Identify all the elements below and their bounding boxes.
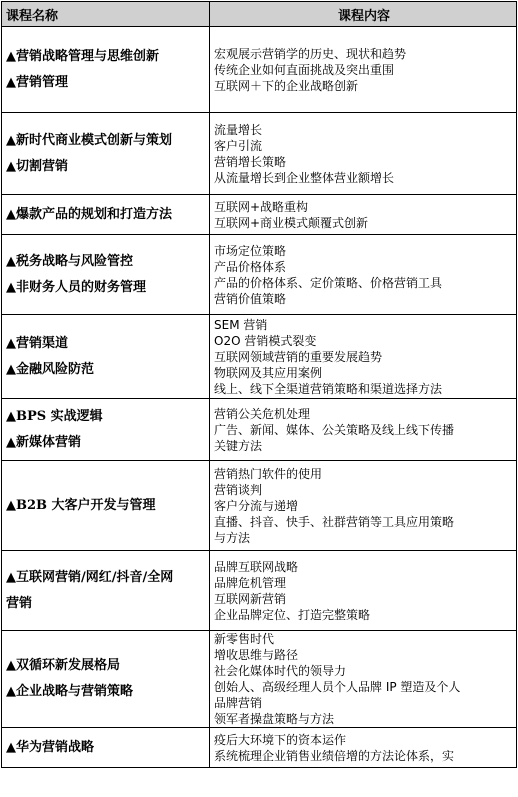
course-name: ▲金融风险防范 — [6, 361, 94, 377]
table-body — [2, 27, 517, 768]
course-content-line: 疫后大环境下的资本运作 — [214, 732, 347, 747]
course-content-line: 与方法 — [214, 530, 251, 545]
course-name-cell — [2, 235, 210, 315]
course-content-line: 营销热门软件的使用 — [214, 466, 323, 481]
course-name-cell — [2, 195, 210, 235]
course-name: ▲税务战略与风险管控 — [6, 253, 133, 269]
table-row — [2, 399, 517, 461]
course-name-cell — [2, 461, 210, 551]
course-content-line: 品牌互联网战略 — [214, 559, 299, 574]
course-content-line: 市场定位策略 — [214, 243, 287, 258]
course-name: ▲爆款产品的规划和打造方法 — [6, 206, 172, 222]
course-content-line: 增收思维与路径 — [214, 648, 299, 662]
course-name: ▲企业战略与营销策略 — [6, 684, 133, 699]
course-content-line: 产品价格体系 — [214, 259, 287, 274]
course-content-line: 营销增长策略 — [214, 154, 287, 169]
course-name: ▲新媒体营销 — [6, 434, 81, 450]
course-table — [1, 1, 517, 768]
course-content-line: 营销谈判 — [214, 482, 263, 497]
course-name: ▲互联网营销/网红/抖音/全网 — [6, 569, 174, 585]
course-content-line: 品牌营销 — [214, 696, 263, 710]
course-name: ▲双循环新发展格局 — [6, 658, 120, 673]
course-content-cell — [210, 315, 517, 399]
table-row — [2, 195, 517, 235]
course-name: ▲BPS 实战逻辑 — [6, 408, 103, 424]
course-content-cell — [210, 631, 517, 728]
course-name: ▲新时代商业模式创新与策划 — [6, 132, 172, 148]
course-content-cell — [210, 728, 517, 768]
course-name: ▲B2B 大客户开发与管理 — [6, 497, 156, 513]
course-content-cell — [210, 399, 517, 461]
course-content-line: 营销公关危机处理 — [214, 406, 311, 421]
course-content-line: SEM 营销 — [214, 317, 268, 332]
course-content-line: 客户引流 — [214, 138, 263, 153]
course-content-line: 企业品牌定位、打造完整策略 — [214, 607, 371, 622]
course-content-line: 互联网新营销 — [214, 591, 287, 606]
course-content-line: 系统梳理企业销售业绩倍增的方法论体系，实 — [214, 748, 455, 763]
table-row — [2, 113, 517, 195]
header-course-name: 课程名称 — [2, 2, 210, 27]
course-content-line: 直播、抖音、快手、社群营销等工具应用策略 — [214, 514, 455, 529]
table-row — [2, 315, 517, 399]
course-content-line: 互联网＋下的企业战略创新 — [214, 78, 359, 93]
course-name-cell — [2, 315, 210, 399]
course-content-line: 物联网及其应用案例 — [214, 365, 323, 380]
course-content-line: 流量增长 — [214, 122, 263, 137]
course-content-line: 关键方法 — [214, 438, 263, 453]
course-content-line: 领军者操盘策略与方法 — [214, 712, 335, 726]
course-content-line: 从流量增长到企业整体营业额增长 — [214, 170, 395, 185]
course-content-line: 互联网+战略重构 — [214, 199, 309, 214]
course-content-line: 互联网+商业模式颠覆式创新 — [214, 215, 369, 230]
header-row — [2, 2, 517, 27]
course-content-line: 产品的价格体系、定价策略、价格营销工具 — [214, 275, 443, 290]
table-row — [2, 728, 517, 768]
course-name: 营销 — [6, 595, 33, 611]
course-content-cell — [210, 195, 517, 235]
course-name-cell — [2, 399, 210, 461]
table-row — [2, 461, 517, 551]
course-content-line: 传统企业如何直面挑战及突出重围 — [214, 62, 395, 77]
course-name: ▲营销战略管理与思维创新 — [6, 48, 159, 64]
course-content-cell — [210, 113, 517, 195]
course-content-cell — [210, 235, 517, 315]
course-name-cell — [2, 113, 210, 195]
table-row — [2, 631, 517, 728]
table-row — [2, 551, 517, 631]
course-name-cell — [2, 27, 210, 113]
course-content-cell — [210, 461, 517, 551]
table-row — [2, 27, 517, 113]
course-content-cell — [210, 27, 517, 113]
header-course-content: 课程内容 — [210, 2, 517, 27]
course-content-line: 线上、线下全渠道营销策略和渠道选择方法 — [214, 381, 443, 396]
course-content-line: 广告、新闻、媒体、公关策略及线上线下传播 — [214, 422, 455, 437]
course-content-line: 宏观展示营销学的历史、现状和趋势 — [214, 46, 407, 61]
course-name: ▲营销渠道 — [6, 335, 68, 351]
course-name: ▲华为营销战略 — [6, 739, 94, 755]
course-name: ▲非财务人员的财务管理 — [6, 279, 146, 295]
course-name-cell — [2, 551, 210, 631]
course-content-line: 营销价值策略 — [214, 291, 287, 306]
course-content-line: O2O 营销模式裂变 — [214, 333, 317, 348]
course-content-line: 新零售时代 — [214, 632, 275, 646]
course-content-line: 品牌危机管理 — [214, 575, 287, 590]
course-name: ▲切割营销 — [6, 158, 68, 174]
course-content-line: 互联网领域营销的重要发展趋势 — [214, 349, 383, 364]
course-name: ▲营销管理 — [6, 74, 68, 90]
course-name-cell — [2, 728, 210, 768]
course-name-cell — [2, 631, 210, 728]
table-row — [2, 235, 517, 315]
course-content-line: 社会化媒体时代的领导力 — [214, 664, 347, 678]
course-content-cell — [210, 551, 517, 631]
course-content-line: 创始人、高级经理人员个人品牌 IP 塑造及个人 — [214, 680, 461, 694]
course-content-line: 客户分流与递增 — [214, 498, 299, 513]
